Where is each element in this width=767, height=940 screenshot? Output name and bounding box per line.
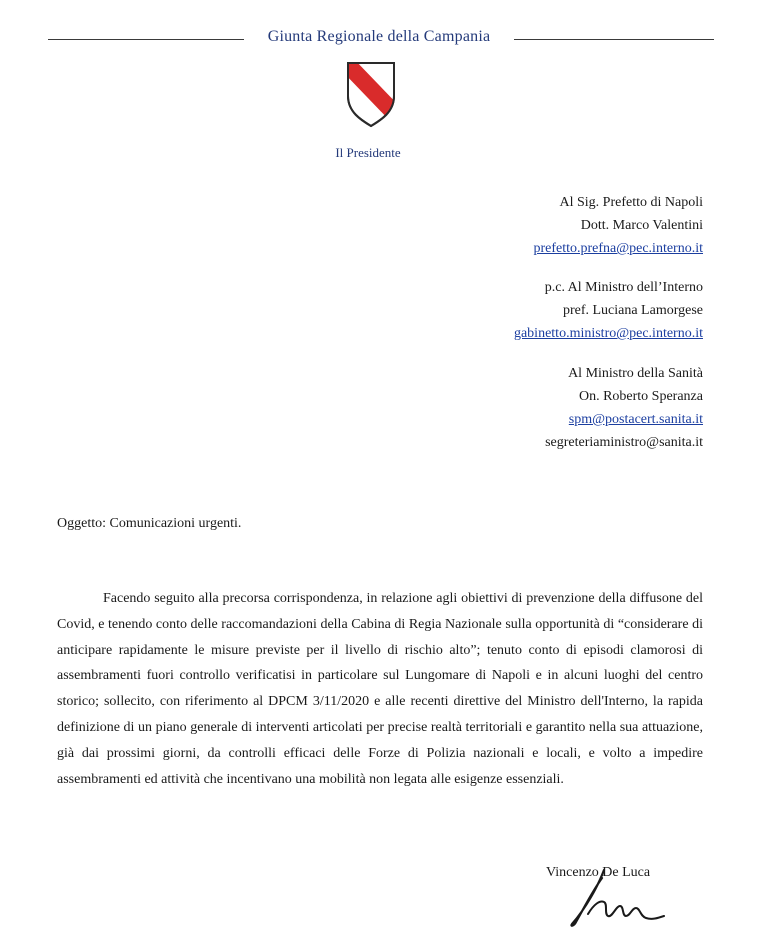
email-link-ministro-interno[interactable]: gabinetto.ministro@pec.interno.it <box>513 326 703 341</box>
email-link-prefetto[interactable]: prefetto.prefna@pec.interno.it <box>533 241 703 256</box>
recipient-ministro-interno <box>403 276 703 345</box>
email-segreteria: segreteriaministro@sanita.it <box>545 435 703 450</box>
recipient-line: Al Ministro della Sanità <box>568 366 703 381</box>
email-link-ministro-sanita[interactable]: spm@postacert.sanita.it <box>568 412 703 427</box>
signer-name: Vincenzo De Luca <box>546 865 651 880</box>
regional-crest-icon <box>345 60 397 128</box>
recipient-line: Dott. Marco Valentini <box>580 218 703 233</box>
recipient-line: p.c. Al Ministro dell’Interno <box>544 280 703 295</box>
recipient-prefetto <box>403 191 703 260</box>
letter-body: Facendo seguito alla precorsa corrispondenza, in relazione agli obiettivi di prevenzione della diffusone del Covid, e tenendo conto delle raccomandazioni della Cabina di Regia Nazionale sulla opportunità di “considerare di anticipare rapidamente le misure previste per il livello di rischio alto”; tenuto conto di episodi clamorosi di assembramenti fuori controllo verificatisi in particolare sul Lungomare di Napoli e in alcuni luoghi del centro storico; sollecito, con riferimento al DPCM 3/11/2020 e alle recenti direttive del Ministro dell'Interno, la rapida definizione di un piano generale di interventi articolati per precise realtà territoriali e garantito nella sua attuazione, già dai prossimi giorni, da controlli efficaci delle Forze di Polizia nazionali e locali, e volto a impedire assembramenti ed attività che incentivano una mobilità non legata alle esigenze essenziali. <box>57 591 703 787</box>
recipient-line: On. Roberto Speranza <box>578 389 703 404</box>
handwritten-signature-icon <box>560 868 670 930</box>
recipient-line: Al Sig. Prefetto di Napoli <box>559 195 703 210</box>
president-label: Il Presidente <box>335 145 401 160</box>
header-title: Giunta Regionale della Campania <box>267 28 491 45</box>
header-rule-left <box>48 39 244 40</box>
recipient-line: pref. Luciana Lamorgese <box>562 303 703 318</box>
header-rule-right <box>514 39 714 40</box>
subject-line: Oggetto: Comunicazioni urgenti. <box>57 516 242 531</box>
recipient-ministro-sanita <box>403 362 703 454</box>
